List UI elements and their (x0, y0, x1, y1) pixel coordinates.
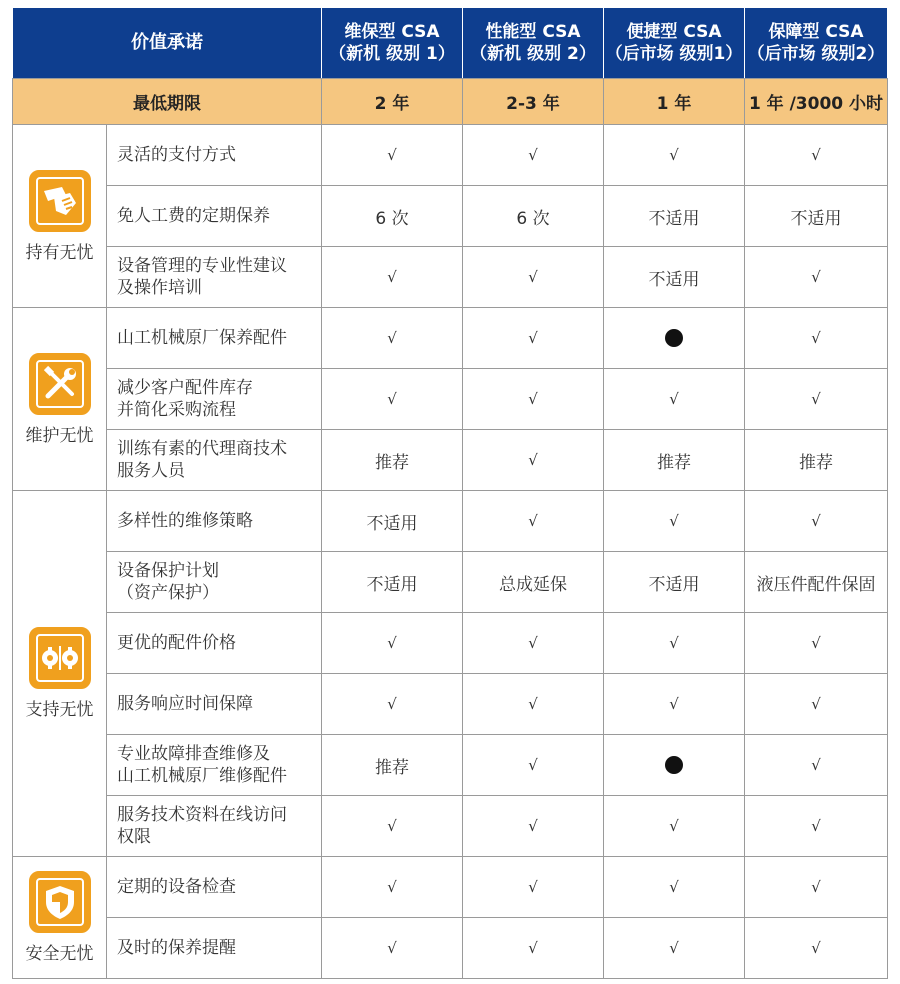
check-mark: √ (322, 369, 463, 430)
table-row (13, 857, 888, 918)
category-cell (13, 491, 107, 857)
hand-wallet-icon (29, 170, 91, 232)
table-row (13, 125, 888, 186)
check-mark: √ (463, 735, 604, 796)
feature-text: 服务响应时间保障 (117, 694, 253, 714)
term-label: 最低期限 (13, 79, 322, 125)
header-plan-2: 性能型 CSA （新机 级别 2） (463, 8, 604, 79)
category-cell (13, 125, 107, 308)
feature-text: 训练有素的代理商技术 (117, 439, 287, 459)
check-mark: √ (322, 796, 463, 857)
table-body (13, 125, 888, 979)
feature-text: 及操作培训 (117, 278, 202, 298)
header-row (13, 8, 888, 79)
feature-text: 服务人员 (117, 461, 185, 481)
feature-text: 服务技术资料在线访问 (117, 805, 287, 825)
feature-cell (107, 125, 322, 186)
feature-cell (107, 186, 322, 247)
value-cell: 6 次 (322, 186, 463, 247)
feature-text: 免人工费的定期保养 (117, 206, 270, 226)
filled-dot-icon (665, 756, 683, 774)
feature-text: 权限 (117, 827, 151, 847)
feature-text: 并简化采购流程 (117, 400, 236, 420)
feature-text: 设备保护计划 (117, 561, 219, 581)
wrench-screwdriver-icon (29, 353, 91, 415)
feature-cell (107, 308, 322, 369)
header-plan-1: 维保型 CSA （新机 级别 1） (322, 8, 463, 79)
table-row (13, 796, 888, 857)
term-value: 2-3 年 (463, 79, 604, 125)
header-plan-3: 便捷型 CSA （后市场 级别1） (604, 8, 745, 79)
table-row (13, 613, 888, 674)
feature-text: 山工机械原厂保养配件 (117, 328, 287, 348)
check-mark: √ (463, 308, 604, 369)
table-row (13, 674, 888, 735)
value-cell: 不适用 (604, 247, 745, 308)
check-mark: √ (745, 857, 888, 918)
table-row (13, 186, 888, 247)
check-mark: √ (322, 613, 463, 674)
feature-text: 灵活的支付方式 (117, 145, 236, 165)
feature-text: 及时的保养提醒 (117, 938, 236, 958)
feature-cell (107, 613, 322, 674)
check-mark: √ (745, 308, 888, 369)
table-row (13, 552, 888, 613)
csa-comparison-table-wrapper (12, 7, 887, 979)
check-mark: √ (604, 125, 745, 186)
table-row (13, 735, 888, 796)
feature-cell (107, 247, 322, 308)
table-row (13, 430, 888, 491)
feature-cell (107, 369, 322, 430)
check-mark: √ (322, 918, 463, 979)
check-mark: √ (463, 125, 604, 186)
check-mark: √ (604, 918, 745, 979)
feature-text: （资产保护） (117, 583, 219, 603)
header-plan-4: 保障型 CSA （后市场 级别2） (745, 8, 888, 79)
value-cell: 不适用 (322, 491, 463, 552)
check-mark: √ (604, 613, 745, 674)
check-mark: √ (745, 796, 888, 857)
check-mark: √ (745, 369, 888, 430)
category-cell (13, 857, 107, 979)
check-mark: √ (604, 491, 745, 552)
check-mark: √ (463, 613, 604, 674)
feature-cell (107, 552, 322, 613)
value-cell: 推荐 (322, 430, 463, 491)
check-mark: √ (745, 735, 888, 796)
table-row (13, 308, 888, 369)
value-cell: 推荐 (322, 735, 463, 796)
value-cell (604, 308, 745, 369)
category-cell (13, 308, 107, 491)
check-mark: √ (463, 796, 604, 857)
term-value: 2 年 (322, 79, 463, 125)
csa-comparison-table (12, 7, 888, 979)
value-cell: 推荐 (745, 430, 888, 491)
feature-text: 定期的设备检查 (117, 877, 236, 897)
value-cell: 不适用 (604, 186, 745, 247)
value-cell: 6 次 (463, 186, 604, 247)
check-mark: √ (604, 369, 745, 430)
check-mark: √ (745, 674, 888, 735)
category-name: 安全无忧 (25, 944, 94, 964)
value-cell: 总成延保 (463, 552, 604, 613)
feature-text: 专业故障排查维修及 (117, 744, 270, 764)
term-value: 1 年 (604, 79, 745, 125)
header-promise: 价值承诺 (13, 8, 322, 79)
feature-cell (107, 491, 322, 552)
table-row (13, 491, 888, 552)
feature-cell (107, 674, 322, 735)
feature-cell (107, 430, 322, 491)
value-cell: 不适用 (745, 186, 888, 247)
check-mark: √ (604, 857, 745, 918)
check-mark: √ (745, 491, 888, 552)
table-row (13, 918, 888, 979)
check-mark: √ (463, 247, 604, 308)
feature-text: 更优的配件价格 (117, 633, 236, 653)
check-mark: √ (463, 857, 604, 918)
check-mark: √ (463, 918, 604, 979)
check-mark: √ (745, 247, 888, 308)
category-name: 持有无忧 (25, 242, 94, 263)
feature-cell (107, 735, 322, 796)
term-row (13, 79, 888, 125)
feature-text: 山工机械原厂维修配件 (117, 766, 287, 786)
value-cell: 不适用 (322, 552, 463, 613)
check-mark: √ (322, 125, 463, 186)
feature-text: 多样性的维修策略 (117, 511, 253, 531)
filled-dot-icon (665, 329, 683, 347)
check-mark: √ (322, 674, 463, 735)
check-mark: √ (322, 308, 463, 369)
feature-text: 减少客户配件库存 (117, 378, 253, 398)
table-row (13, 369, 888, 430)
check-mark: √ (463, 674, 604, 735)
gears-icon (29, 627, 91, 689)
check-mark: √ (604, 674, 745, 735)
check-mark: √ (463, 491, 604, 552)
check-mark: √ (463, 430, 604, 491)
value-cell: 不适用 (604, 552, 745, 613)
value-cell: 推荐 (604, 430, 745, 491)
value-cell: 液压件配件保固 (745, 552, 888, 613)
check-mark: √ (745, 918, 888, 979)
category-name: 支持无忧 (25, 700, 94, 720)
feature-cell (107, 918, 322, 979)
category-name: 维护无忧 (25, 425, 94, 446)
check-mark: √ (322, 857, 463, 918)
table-row (13, 247, 888, 308)
check-mark: √ (745, 125, 888, 186)
check-mark: √ (322, 247, 463, 308)
check-mark: √ (463, 369, 604, 430)
feature-text: 设备管理的专业性建议 (117, 256, 287, 276)
feature-cell (107, 796, 322, 857)
check-mark: √ (745, 613, 888, 674)
feature-cell (107, 857, 322, 918)
check-mark: √ (604, 796, 745, 857)
shield-icon (29, 871, 91, 933)
term-value: 1 年 /3000 小时 (745, 79, 888, 125)
value-cell (604, 735, 745, 796)
